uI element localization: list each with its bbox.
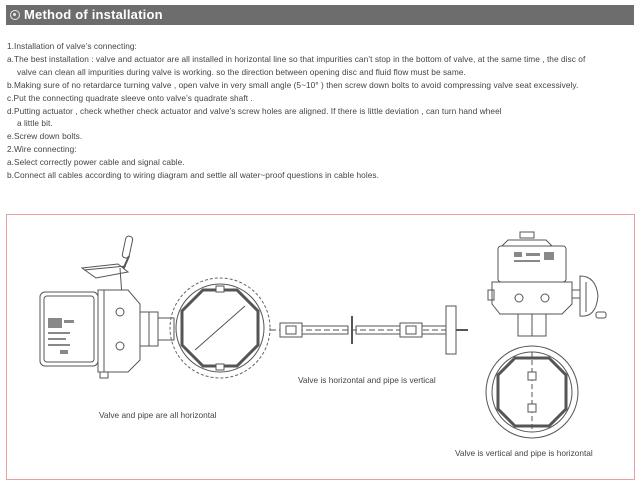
- instruction-line: a little bit.: [17, 118, 53, 129]
- instruction-line: a.The best installation : valve and actuator are all installed in horizontal line so that impurities can’t stop in the bottom of valve, at the same time , the disc of: [7, 53, 586, 64]
- instruction-line: d.Putting actuator , check whether check actuator and valve’s screw holes are aligned. If there is little deviation , can turn hand wheel: [7, 105, 502, 116]
- instruction-line: a.Select correctly power cable and signal cable.: [7, 157, 185, 168]
- diagram-vertical-pipe: [270, 306, 468, 354]
- caption-vertical-pipe: Valve is horizontal and pipe is vertical: [298, 375, 436, 385]
- diagram-vertical-valve: [486, 232, 606, 438]
- instruction-line: c.Put the connecting quadrate sleeve onto valve’s quadrate shaft .: [7, 92, 253, 103]
- instruction-line: e.Screw down bolts.: [7, 131, 83, 142]
- diagram-horizontal-valve: [40, 236, 270, 378]
- instruction-line: b.Making sure of no retardarce turning valve , open valve in very small angle (5~10° ) then screw down bolts to avoid compressing valve seat excessively.: [7, 79, 579, 90]
- caption-vertical-valve: Valve is vertical and pipe is horizontal: [455, 448, 593, 458]
- instruction-heading: 1.Installation of valve’s connecting:: [7, 41, 137, 51]
- caption-horizontal: Valve and pipe are all horizontal: [99, 410, 217, 420]
- instruction-line: valve can clean all impurities during valve is working. so the direction between opening disc and fluid flow must be same.: [17, 66, 466, 77]
- instruction-heading: 2.Wire connecting:: [7, 144, 77, 155]
- instruction-line: b.Connect all cables according to wiring diagram and settle all water~proof questions in cable holes.: [7, 170, 379, 181]
- section-title: Method of installation: [24, 7, 163, 22]
